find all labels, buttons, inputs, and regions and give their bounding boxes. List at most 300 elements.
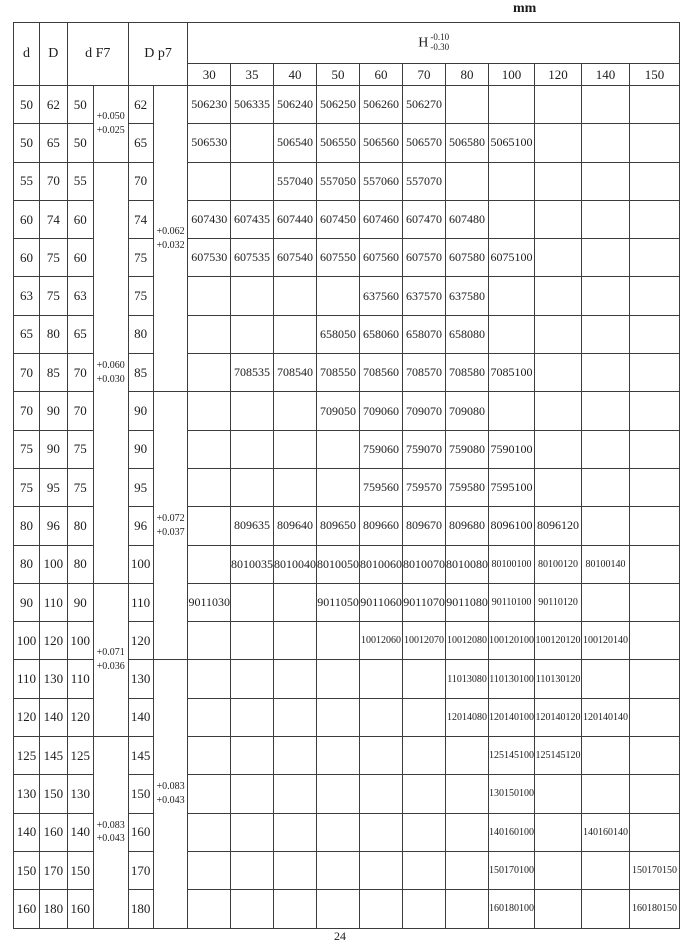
D-value-cell: 85 (39, 354, 67, 392)
dF7-tolerance-cell-upper: +0.060 (96, 360, 125, 372)
Dp7-value-cell: 95 (128, 468, 153, 506)
part-number-cell: 557050 (317, 162, 360, 200)
part-number-cell: 658060 (360, 315, 403, 353)
part-number-cell (274, 622, 317, 660)
part-number-cell (188, 277, 231, 315)
part-number-cell: 607460 (360, 200, 403, 238)
part-number-cell (317, 813, 360, 851)
D-value-cell: 75 (39, 277, 67, 315)
part-number-cell: 759570 (403, 468, 446, 506)
dF7-value-cell: 150 (67, 851, 93, 889)
Dp7-value-cell: 180 (128, 890, 153, 928)
part-number-cell (231, 124, 274, 162)
part-number-cell: 10012060 (360, 622, 403, 660)
part-number-cell (630, 545, 680, 583)
part-number-cell (231, 890, 274, 928)
part-number-cell (188, 315, 231, 353)
part-number-cell: 7085100 (489, 354, 535, 392)
d-value-cell: 70 (14, 354, 40, 392)
part-number-cell (188, 468, 231, 506)
part-number-cell: 8010040 (274, 545, 317, 583)
part-number-cell (274, 813, 317, 851)
header-dF7: d F7 (67, 23, 128, 86)
part-number-cell (535, 315, 582, 353)
dF7-value-cell: 125 (67, 737, 93, 775)
part-number-cell: 506540 (274, 124, 317, 162)
part-number-cell (317, 430, 360, 468)
d-value-cell: 70 (14, 392, 40, 430)
part-number-cell: 809650 (317, 507, 360, 545)
part-number-cell: 709080 (446, 392, 489, 430)
dF7-value-cell: 80 (67, 545, 93, 583)
Dp7-tolerance-cell-lower: +0.043 (156, 794, 185, 806)
part-number-cell: 658080 (446, 315, 489, 353)
part-number-cell (630, 737, 680, 775)
part-number-cell (403, 851, 446, 889)
table-row (14, 583, 680, 621)
part-number-cell (231, 775, 274, 813)
part-number-cell (274, 468, 317, 506)
part-number-cell (274, 277, 317, 315)
part-number-cell: 607570 (403, 239, 446, 277)
part-number-cell: 6075100 (489, 239, 535, 277)
part-number-cell (582, 737, 630, 775)
d-value-cell: 160 (14, 890, 40, 928)
part-number-cell: 140160140 (582, 813, 630, 851)
d-value-cell: 60 (14, 200, 40, 238)
part-number-cell (231, 277, 274, 315)
Dp7-value-cell: 62 (128, 86, 153, 124)
part-number-cell: 130150100 (489, 775, 535, 813)
part-number-cell: 607550 (317, 239, 360, 277)
part-number-cell: 637560 (360, 277, 403, 315)
part-number-cell (535, 200, 582, 238)
part-number-cell: 637570 (403, 277, 446, 315)
part-number-cell (535, 392, 582, 430)
part-number-cell (630, 392, 680, 430)
part-number-cell (188, 698, 231, 736)
part-number-cell: 9011050 (317, 583, 360, 621)
d-value-cell: 140 (14, 813, 40, 851)
dF7-tolerance-cell (93, 162, 128, 583)
d-value-cell: 150 (14, 851, 40, 889)
dF7-value-cell: 100 (67, 622, 93, 660)
part-number-cell: 150170100 (489, 851, 535, 889)
part-number-cell (231, 737, 274, 775)
d-value-cell: 50 (14, 124, 40, 162)
part-number-cell (188, 890, 231, 928)
part-number-cell: 607430 (188, 200, 231, 238)
part-number-cell: 120140120 (535, 698, 582, 736)
part-number-cell (274, 430, 317, 468)
D-value-cell: 140 (39, 698, 67, 736)
part-number-cell: 10012070 (403, 622, 446, 660)
part-number-cell: 759580 (446, 468, 489, 506)
part-number-cell (535, 162, 582, 200)
part-number-cell (535, 354, 582, 392)
part-number-cell: 8010060 (360, 545, 403, 583)
d-value-cell: 75 (14, 468, 40, 506)
Dp7-tolerance-cell (153, 660, 188, 928)
dF7-tolerance-cell-upper: +0.050 (96, 111, 125, 123)
part-number-cell (403, 660, 446, 698)
d-value-cell: 130 (14, 775, 40, 813)
Dp7-value-cell: 90 (128, 430, 153, 468)
part-number-cell (360, 813, 403, 851)
header-H (188, 23, 680, 64)
Dp7-value-cell: 65 (128, 124, 153, 162)
part-number-cell (630, 622, 680, 660)
part-number-cell: 506530 (188, 124, 231, 162)
part-number-cell (317, 851, 360, 889)
Dp7-tolerance-cell (153, 86, 188, 392)
part-number-cell (274, 775, 317, 813)
part-number-cell (231, 468, 274, 506)
length-header-80: 80 (446, 64, 489, 86)
part-number-cell (582, 507, 630, 545)
part-number-cell: 125145100 (489, 737, 535, 775)
part-number-cell (535, 86, 582, 124)
part-number-cell (630, 315, 680, 353)
part-number-cell (535, 239, 582, 277)
part-number-cell (535, 851, 582, 889)
part-number-cell (403, 698, 446, 736)
part-number-cell (188, 737, 231, 775)
d-value-cell: 125 (14, 737, 40, 775)
part-number-cell (630, 86, 680, 124)
dF7-tolerance-cell-lower: +0.025 (96, 124, 125, 136)
header-H-lower-tolerance: -0.30 (430, 42, 450, 52)
part-number-cell: 8010035 (231, 545, 274, 583)
part-number-cell (582, 86, 630, 124)
part-number-cell: 8096120 (535, 507, 582, 545)
part-number-cell: 90110120 (535, 583, 582, 621)
header-H-upper-tolerance: -0.10 (430, 31, 450, 42)
Dp7-value-cell: 110 (128, 583, 153, 621)
d-value-cell: 55 (14, 162, 40, 200)
part-number-cell (360, 698, 403, 736)
header-d: d (14, 23, 40, 86)
dF7-value-cell: 75 (67, 430, 93, 468)
Dp7-value-cell: 75 (128, 277, 153, 315)
Dp7-tolerance-cell-upper: +0.072 (156, 513, 185, 525)
part-number-cell (489, 277, 535, 315)
d-value-cell: 110 (14, 660, 40, 698)
D-value-cell: 110 (39, 583, 67, 621)
part-number-cell (446, 737, 489, 775)
Dp7-value-cell: 120 (128, 622, 153, 660)
part-number-cell (582, 315, 630, 353)
part-number-cell: 557070 (403, 162, 446, 200)
length-header-120: 120 (535, 64, 582, 86)
part-number-cell: 607450 (317, 200, 360, 238)
dF7-tolerance-cell-lower: +0.043 (96, 833, 125, 845)
part-number-cell (403, 737, 446, 775)
Dp7-value-cell: 74 (128, 200, 153, 238)
part-number-cell: 709070 (403, 392, 446, 430)
part-number-cell (582, 354, 630, 392)
part-number-cell (317, 622, 360, 660)
part-number-cell (317, 468, 360, 506)
length-header-60: 60 (360, 64, 403, 86)
d-value-cell: 65 (14, 315, 40, 353)
part-number-cell: 607470 (403, 200, 446, 238)
dF7-value-cell: 120 (67, 698, 93, 736)
table-row (14, 737, 680, 775)
header-H-tolerance-stack (430, 32, 449, 53)
part-number-cell (489, 162, 535, 200)
part-number-cell: 607480 (446, 200, 489, 238)
part-number-cell (360, 737, 403, 775)
part-number-cell: 809640 (274, 507, 317, 545)
part-number-cell (188, 813, 231, 851)
part-number-cell: 506230 (188, 86, 231, 124)
part-number-cell: 12014080 (446, 698, 489, 736)
part-number-cell: 150170150 (630, 851, 680, 889)
part-number-cell (630, 239, 680, 277)
dimension-table (13, 22, 680, 929)
length-header-40: 40 (274, 64, 317, 86)
d-value-cell: 120 (14, 698, 40, 736)
part-number-cell: 8010070 (403, 545, 446, 583)
part-number-cell: 709060 (360, 392, 403, 430)
part-number-cell: 80100140 (582, 545, 630, 583)
part-number-cell: 708580 (446, 354, 489, 392)
dF7-tolerance-cell-upper: +0.083 (96, 819, 125, 831)
D-value-cell: 160 (39, 813, 67, 851)
part-number-cell (403, 813, 446, 851)
part-number-cell (274, 851, 317, 889)
dF7-value-cell: 50 (67, 124, 93, 162)
part-number-cell (582, 277, 630, 315)
part-number-cell (489, 392, 535, 430)
part-number-cell: 607440 (274, 200, 317, 238)
part-number-cell: 8096100 (489, 507, 535, 545)
part-number-cell: 708540 (274, 354, 317, 392)
part-number-cell: 140160100 (489, 813, 535, 851)
part-number-cell (446, 851, 489, 889)
D-value-cell: 96 (39, 507, 67, 545)
part-number-cell: 557040 (274, 162, 317, 200)
part-number-cell (360, 660, 403, 698)
part-number-cell (535, 775, 582, 813)
dimension-table-body (14, 86, 680, 929)
part-number-cell (188, 392, 231, 430)
part-number-cell (274, 698, 317, 736)
part-number-cell (317, 775, 360, 813)
dF7-value-cell: 60 (67, 200, 93, 238)
dF7-tolerance-cell (93, 583, 128, 736)
length-header-150: 150 (630, 64, 680, 86)
part-number-cell: 607535 (231, 239, 274, 277)
part-number-cell (582, 124, 630, 162)
d-value-cell: 90 (14, 583, 40, 621)
part-number-cell (630, 583, 680, 621)
part-number-cell: 10012080 (446, 622, 489, 660)
dF7-tolerance-cell-upper: +0.071 (96, 647, 125, 659)
part-number-cell (630, 813, 680, 851)
dF7-value-cell: 70 (67, 354, 93, 392)
part-number-cell (630, 200, 680, 238)
D-value-cell: 80 (39, 315, 67, 353)
part-number-cell (446, 86, 489, 124)
dF7-value-cell: 65 (67, 315, 93, 353)
part-number-cell (535, 124, 582, 162)
part-number-cell (630, 507, 680, 545)
part-number-cell (231, 660, 274, 698)
part-number-cell: 506335 (231, 86, 274, 124)
Dp7-tolerance-cell-lower: +0.037 (156, 526, 185, 538)
part-number-cell (535, 890, 582, 928)
Dp7-value-cell: 90 (128, 392, 153, 430)
D-value-cell: 130 (39, 660, 67, 698)
Dp7-value-cell: 75 (128, 239, 153, 277)
part-number-cell (535, 813, 582, 851)
part-number-cell (446, 813, 489, 851)
part-number-cell (403, 890, 446, 928)
part-number-cell: 506260 (360, 86, 403, 124)
part-number-cell (188, 622, 231, 660)
length-header-70: 70 (403, 64, 446, 86)
d-value-cell: 80 (14, 507, 40, 545)
Dp7-value-cell: 70 (128, 162, 153, 200)
part-number-cell (582, 392, 630, 430)
part-number-cell: 607540 (274, 239, 317, 277)
part-number-cell (231, 851, 274, 889)
part-number-cell (446, 890, 489, 928)
dF7-value-cell: 140 (67, 813, 93, 851)
part-number-cell: 759060 (360, 430, 403, 468)
part-number-cell: 607560 (360, 239, 403, 277)
part-number-cell: 607580 (446, 239, 489, 277)
part-number-cell: 708535 (231, 354, 274, 392)
D-value-cell: 100 (39, 545, 67, 583)
part-number-cell (188, 430, 231, 468)
header-D: D (39, 23, 67, 86)
part-number-cell: 506560 (360, 124, 403, 162)
d-value-cell: 100 (14, 622, 40, 660)
part-number-cell: 160180150 (630, 890, 680, 928)
part-number-cell (231, 583, 274, 621)
part-number-cell (274, 737, 317, 775)
length-header-140: 140 (582, 64, 630, 86)
length-header-30: 30 (188, 64, 231, 86)
part-number-cell: 658070 (403, 315, 446, 353)
part-number-cell (188, 660, 231, 698)
part-number-cell (231, 813, 274, 851)
part-number-cell (630, 698, 680, 736)
part-number-cell (274, 583, 317, 621)
Dp7-value-cell: 145 (128, 737, 153, 775)
part-number-cell (535, 430, 582, 468)
part-number-cell (446, 775, 489, 813)
part-number-cell (630, 124, 680, 162)
part-number-cell: 100120120 (535, 622, 582, 660)
part-number-cell: 506580 (446, 124, 489, 162)
part-number-cell (630, 660, 680, 698)
d-value-cell: 50 (14, 86, 40, 124)
part-number-cell (582, 660, 630, 698)
Dp7-tolerance-cell-upper: +0.083 (156, 781, 185, 793)
part-number-cell: 90110100 (489, 583, 535, 621)
part-number-cell: 709050 (317, 392, 360, 430)
dF7-value-cell: 50 (67, 86, 93, 124)
dF7-tolerance-cell (93, 86, 128, 163)
dF7-value-cell: 75 (67, 468, 93, 506)
part-number-cell (630, 468, 680, 506)
part-number-cell (231, 622, 274, 660)
part-number-cell: 506570 (403, 124, 446, 162)
header-Dp7: D p7 (128, 23, 188, 86)
Dp7-value-cell: 96 (128, 507, 153, 545)
part-number-cell (231, 315, 274, 353)
Dp7-tolerance-cell (153, 392, 188, 660)
part-number-cell (274, 315, 317, 353)
part-number-cell: 8010080 (446, 545, 489, 583)
part-number-cell: 11013080 (446, 660, 489, 698)
part-number-cell (630, 162, 680, 200)
part-number-cell (489, 86, 535, 124)
part-number-cell (188, 545, 231, 583)
part-number-cell (403, 775, 446, 813)
part-number-cell: 7590100 (489, 430, 535, 468)
part-number-cell: 80100120 (535, 545, 582, 583)
part-number-cell (582, 775, 630, 813)
dF7-value-cell: 130 (67, 775, 93, 813)
part-number-cell: 607530 (188, 239, 231, 277)
part-number-cell (188, 775, 231, 813)
part-number-cell: 506270 (403, 86, 446, 124)
d-value-cell: 60 (14, 239, 40, 277)
part-number-cell: 160180100 (489, 890, 535, 928)
part-number-cell (274, 890, 317, 928)
part-number-cell: 9011080 (446, 583, 489, 621)
D-value-cell: 170 (39, 851, 67, 889)
length-header-50: 50 (317, 64, 360, 86)
Dp7-value-cell: 85 (128, 354, 153, 392)
dF7-value-cell: 55 (67, 162, 93, 200)
part-number-cell: 8010050 (317, 545, 360, 583)
part-number-cell (582, 200, 630, 238)
part-number-cell: 607435 (231, 200, 274, 238)
part-number-cell: 637580 (446, 277, 489, 315)
Dp7-value-cell: 130 (128, 660, 153, 698)
length-header-100: 100 (489, 64, 535, 86)
part-number-cell: 708570 (403, 354, 446, 392)
part-number-cell (274, 660, 317, 698)
D-value-cell: 145 (39, 737, 67, 775)
part-number-cell: 809670 (403, 507, 446, 545)
part-number-cell: 759070 (403, 430, 446, 468)
dF7-value-cell: 110 (67, 660, 93, 698)
part-number-cell: 506250 (317, 86, 360, 124)
part-number-cell (360, 775, 403, 813)
part-number-cell (317, 737, 360, 775)
Dp7-value-cell: 140 (128, 698, 153, 736)
part-number-cell (188, 507, 231, 545)
dF7-value-cell: 90 (67, 583, 93, 621)
D-value-cell: 74 (39, 200, 67, 238)
dF7-tolerance-cell-lower: +0.036 (96, 660, 125, 672)
Dp7-value-cell: 170 (128, 851, 153, 889)
part-number-cell (188, 851, 231, 889)
table-row (14, 86, 680, 124)
part-number-cell (274, 392, 317, 430)
part-number-cell: 658050 (317, 315, 360, 353)
dF7-value-cell: 60 (67, 239, 93, 277)
part-number-cell (188, 162, 231, 200)
part-number-cell: 80100100 (489, 545, 535, 583)
